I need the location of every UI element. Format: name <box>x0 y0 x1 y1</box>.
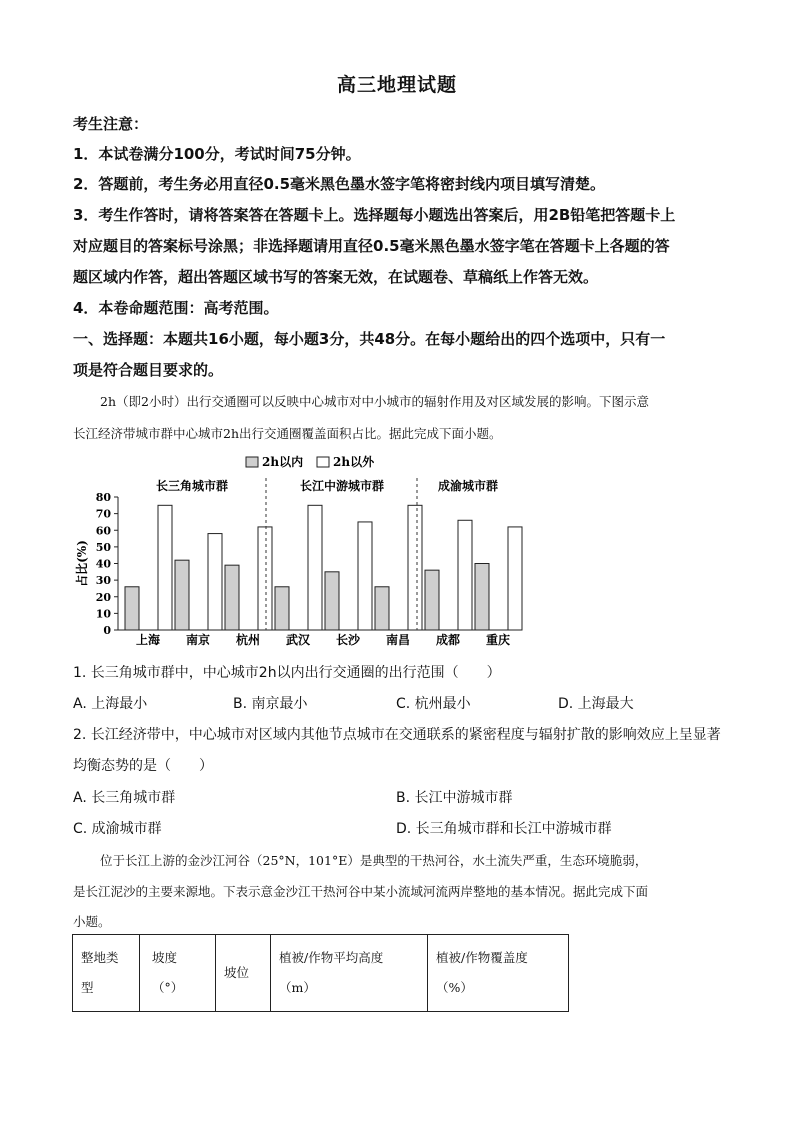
x-tick-label: 重庆 <box>485 633 511 647</box>
group-label: 长江中游城市群 <box>299 479 385 493</box>
bar-outside-2 <box>258 527 272 630</box>
bar-within-2 <box>225 565 239 630</box>
bar-within-4 <box>325 572 339 630</box>
notice-item-3-cont: 对应题目的答案标号涂黑；非选择题请用直径0.5毫米黑色墨水签字笔在答题卡上各题的答 <box>73 237 670 255</box>
page-title: 高三地理试题 <box>336 74 457 96</box>
table-header-row <box>73 935 569 1012</box>
legend-label: 2h以外 <box>333 455 375 469</box>
y-tick-label: 0 <box>103 624 111 637</box>
group-label: 成渝城市群 <box>437 479 499 493</box>
q2-option-c: C. 成渝城市群 <box>73 821 162 837</box>
bar-outside-1 <box>208 534 222 630</box>
y-tick-label: 40 <box>95 557 111 571</box>
y-tick-label: 20 <box>95 590 111 604</box>
bar-within-0 <box>125 587 139 630</box>
x-tick-label: 南昌 <box>385 633 411 647</box>
notice-heading: 考生注意： <box>73 115 149 133</box>
bar-within-5 <box>375 587 389 630</box>
bar-outside-5 <box>408 505 422 630</box>
passage2-line2: 是长江泥沙的主要来源地。下表示意金沙江干热河谷中某小流域河流两岸整地的基本情况。据此完成下面 <box>73 884 649 899</box>
bar-within-1 <box>175 560 189 630</box>
q2-option-b: B. 长江中游城市群 <box>396 790 513 806</box>
y-tick-label: 80 <box>95 491 111 504</box>
notice-item-4: 4．本卷命题范围：高考范围。 <box>73 299 279 317</box>
legend-swatch <box>246 457 258 467</box>
q1-option-c: C. 杭州最小 <box>396 696 471 712</box>
notice-item-1: 1．本试卷满分100分，考试时间75分钟。 <box>73 145 361 163</box>
notice-item-3-cont2: 题区域内作答，超出答题区域书写的答案无效，在试题卷、草稿纸上作答无效。 <box>73 268 599 286</box>
y-tick-label: 50 <box>95 540 111 554</box>
y-tick-label: 60 <box>95 524 111 538</box>
header-cell-coverage: 植被/作物覆盖度 （%） <box>428 935 569 1012</box>
q1-option-a: A. 上海最小 <box>73 696 148 712</box>
bar-outside-4 <box>358 522 372 630</box>
passage1-line2: 长江经济带城市群中心城市2h出行交通圈覆盖面积占比。据此完成下面小题。 <box>73 426 502 441</box>
header-cell-height: 植被/作物平均高度 （m） <box>271 935 428 1012</box>
passage2-line1: 位于长江上游的金沙江河谷（25°N，101°E）是典型的干热河谷，水土流失严重，生态环境脆弱， <box>100 853 648 868</box>
x-tick-label: 杭州 <box>235 633 261 647</box>
y-tick-label: 10 <box>95 607 111 621</box>
q1-option-d: D. 上海最大 <box>558 696 634 712</box>
bar-within-6 <box>425 570 439 630</box>
q2-stem-cont: 均衡态势的是（ ） <box>73 758 213 774</box>
passage2-line3: 小题。 <box>73 914 111 929</box>
bar-within-3 <box>275 587 289 630</box>
notice-item-3: 3．考生作答时，请将答案答在答题卡上。选择题每小题选出答案后，用2B铅笔把答题卡上 <box>73 206 676 224</box>
header-cell-slope: 坡度 （°） <box>140 935 216 1012</box>
y-tick-label: 70 <box>95 507 111 521</box>
bar-outside-6 <box>458 520 472 630</box>
section-heading: 一、选择题：本题共16小题，每小题3分，共48分。在每小题给出的四个选项中，只有一 <box>73 330 666 348</box>
y-tick-label: 30 <box>95 574 111 588</box>
q2-stem: 2. 长江经济带中，中心城市对区域内其他节点城市在交通联系的紧密程度与辐射扩散的影响效应上呈显著 <box>73 727 721 743</box>
bar-outside-0 <box>158 505 172 630</box>
bar-outside-7 <box>508 527 522 630</box>
x-tick-label: 上海 <box>135 633 161 647</box>
bar-within-7 <box>475 564 489 631</box>
header-cell-type: 整地类 型 <box>73 935 140 1012</box>
legend-swatch <box>317 457 329 467</box>
q1-option-b: B. 南京最小 <box>233 696 308 712</box>
x-tick-label: 成都 <box>435 633 461 647</box>
x-tick-label: 武汉 <box>285 633 311 647</box>
header-cell-position: 坡位 <box>216 935 271 1012</box>
data-table <box>72 934 569 1012</box>
notice-item-2: 2．答题前，考生务必用直径0.5毫米黑色墨水签字笔将密封线内项目填写清楚。 <box>73 175 606 193</box>
q1-stem: 1. 长三角城市群中，中心城市2h以内出行交通圈的出行范围（ ） <box>73 665 501 681</box>
section-heading-cont: 项是符合题目要求的。 <box>73 361 224 379</box>
bar-outside-3 <box>308 505 322 630</box>
legend-label: 2h以内 <box>262 455 304 469</box>
x-tick-label: 南京 <box>185 633 211 647</box>
passage1-line1: 2h（即2小时）出行交通圈可以反映中心城市对中小城市的辐射作用及对区域发展的影响。下图示意 <box>100 394 649 409</box>
y-axis-label: 占比(%) <box>75 540 89 587</box>
q2-option-a: A. 长三角城市群 <box>73 790 176 806</box>
x-tick-label: 长沙 <box>335 633 361 647</box>
q2-option-d: D. 长三角城市群和长江中游城市群 <box>396 821 612 837</box>
bar-chart <box>70 450 540 650</box>
group-label: 长三角城市群 <box>155 479 229 493</box>
